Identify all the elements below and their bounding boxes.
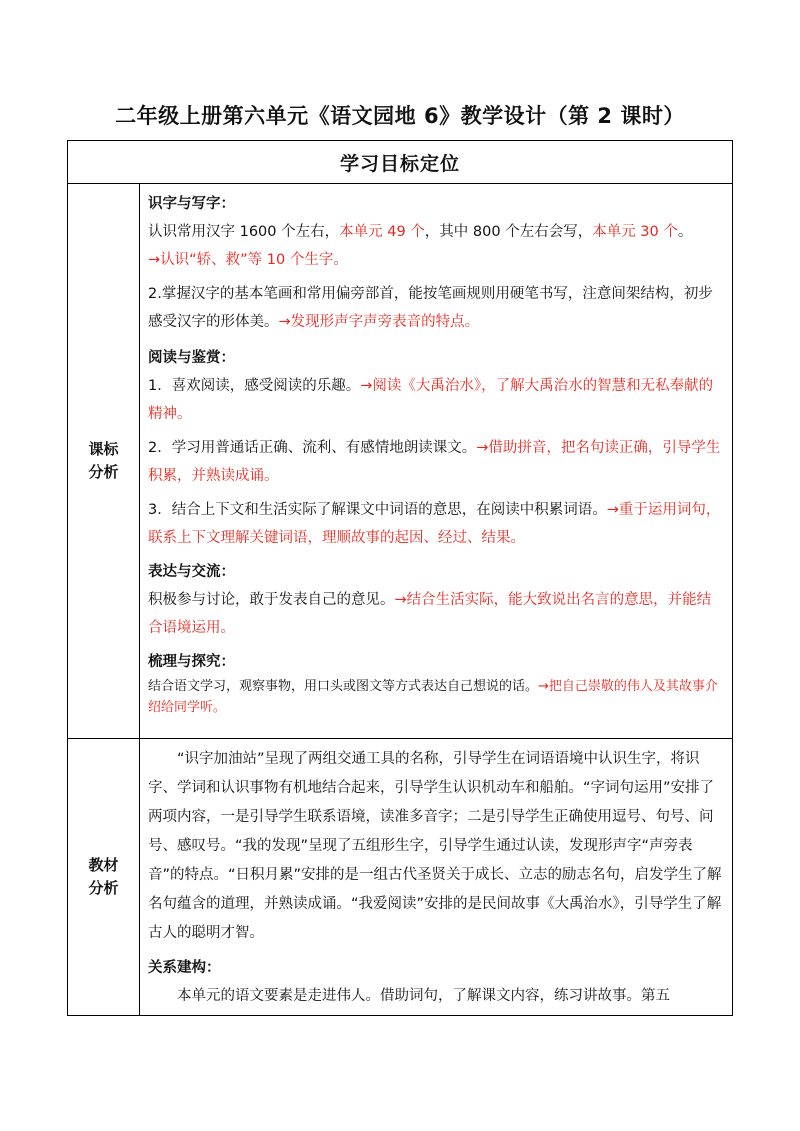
row-label-kebiao: [68, 184, 140, 739]
table-row: [68, 184, 733, 739]
row-label-line: 课标: [88, 440, 119, 458]
table-header: 学习目标定位: [68, 141, 733, 184]
paragraph: [148, 372, 724, 428]
paragraph: [148, 676, 724, 718]
highlight-text: →发现形声字声旁表音的特点。: [278, 314, 480, 330]
highlight-text: →借助拼音，把名句读正确，引导学生积累，并熟读成诵。: [148, 440, 721, 484]
section-heading-literacy: 识字与写字：: [148, 196, 235, 212]
paragraph: 本单元的语文要素是走进伟人。借助词句，了解课文内容，练习讲故事。第五: [177, 988, 670, 1004]
text-span: 2.掌握汉字的基本笔画和常用偏旁部首，能按笔画规则用硬笔书写，注意间架结构，初步感受汉字的形体美。: [148, 286, 713, 330]
text-span: 。: [677, 224, 693, 240]
text-span: 3．结合上下文和生活实际了解课文中词语的意思，在阅读中积累词语。: [148, 502, 607, 518]
paragraph: “识字加油站”呈现了两组交通工具的名称，引导学生在词语语境中认识生字，将识字、学词和认识事物有机地结合起来，引导学生认识机动车和船舶。“字词句运用”安排了两项内容，一是引导学生联系语境，读准多音字；二是引导学生正确使用逗号、句号、问号、感叹号。“我的发现”呈现了五组形生字，引导学生通过认读，发现形声字“声旁表音”的特点。“日积月累”安排的是一组古代圣贤关于成长、立志的励志名句，启发学生了解名句蕴含的道理，并熟读成诵。“我爱阅读”安排的是民间故事《大禹治水》，引导学生了解古人的聪明才智。: [148, 751, 722, 941]
text-span: 1．喜欢阅读，感受阅读的乐趣。: [148, 378, 361, 394]
highlight-text: →结合生活实际，能大致说出名言的意思，并能结合语境运用。: [148, 592, 712, 636]
highlight-paragraph: →认识“轿、救”等 10 个生字。: [148, 252, 348, 268]
row-label-line: 教材: [88, 856, 119, 874]
row-label-jiaocai: [68, 739, 140, 1016]
row-label-line: 分析: [88, 879, 119, 897]
highlight-text: →阅读《大禹治水》，了解大禹治水的智慧和无私奉献的精神。: [148, 378, 714, 422]
section-heading-expression: 表达与交流：: [148, 564, 235, 580]
section-heading-relations: 关系建构：: [148, 960, 221, 976]
text-span: 认识常用汉字 1600 个左右，: [148, 224, 340, 240]
paragraph: [148, 496, 724, 552]
table-row: [68, 739, 733, 1016]
paragraph: [148, 280, 724, 336]
highlight-text: 本单元 30 个: [592, 224, 678, 240]
page-title: 二年级上册第六单元《语文园地 6》教学设计（第 2 课时）: [115, 104, 685, 128]
paragraph: [148, 218, 724, 246]
text-span: 结合语文学习，观察事物，用口头或图文等方式表达自己想说的话。: [148, 679, 539, 694]
paragraph: [148, 586, 724, 642]
curriculum-analysis-cell: [140, 184, 733, 739]
text-span: 2．学习用普通话正确、流利、有感情地朗读课文。: [148, 440, 477, 456]
lesson-plan-table: [67, 140, 733, 1016]
section-heading-reading: 阅读与鉴赏：: [148, 350, 235, 366]
highlight-text: →重于运用词句，联系上下文理解关键词语，理顺故事的起因、经过、结果。: [148, 502, 721, 546]
text-span: ，其中 800 个左右会写，: [424, 224, 593, 240]
section-heading-exploration: 梳理与探究：: [148, 654, 235, 670]
paragraph: [148, 434, 724, 490]
textbook-analysis-cell: [140, 739, 733, 1016]
row-label-line: 分析: [88, 463, 119, 481]
text-span: 积极参与讨论，敢于发表自己的意见。: [148, 592, 395, 608]
highlight-text: 本单元 49 个: [339, 224, 425, 240]
highlight-text: →把自己崇敬的伟人及其故事介绍给同学听。: [148, 679, 718, 715]
